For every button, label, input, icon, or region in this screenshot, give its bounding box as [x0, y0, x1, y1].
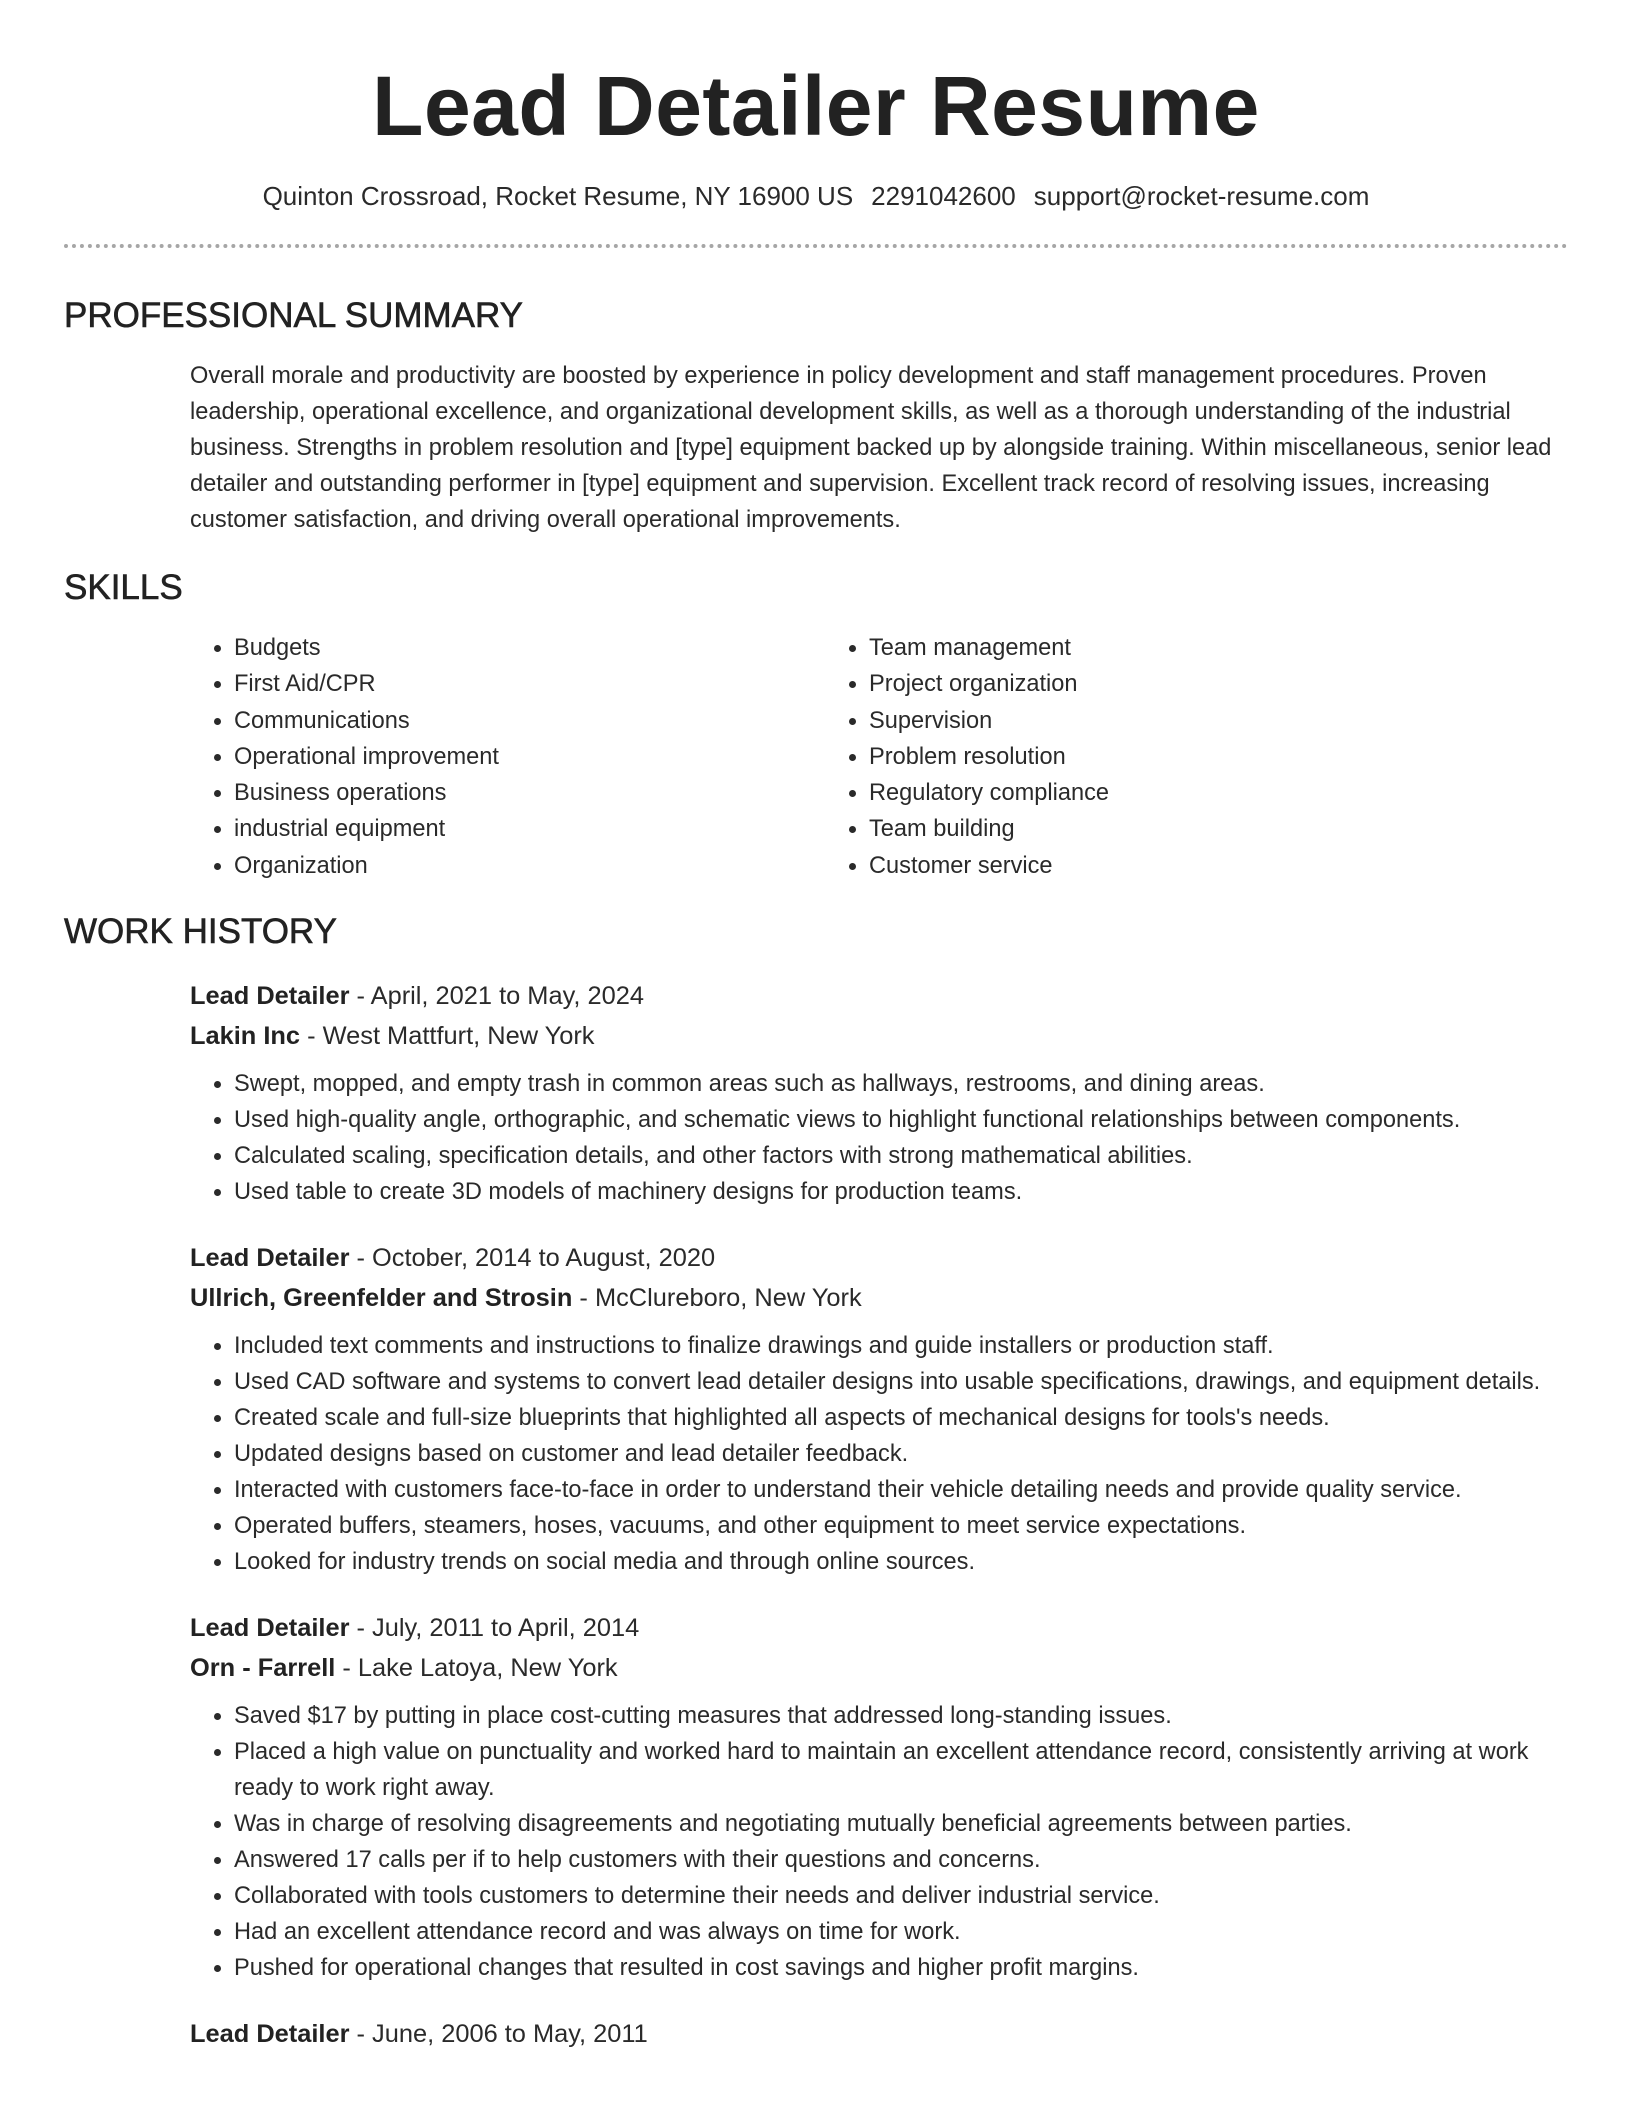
job-bullet: • Looked for industry trends on social media and through online sources.: [234, 1544, 1568, 1580]
job-company: Ullrich, Greenfelder and Strosin: [190, 1284, 573, 1313]
job-bullet: • Swept, mopped, and empty trash in common areas such as hallways, restrooms, and dining areas.: [234, 1066, 1568, 1102]
job-bullet: • Pushed for operational changes that resulted in cost savings and higher profit margins.: [234, 1950, 1568, 1986]
job-bullets: [190, 1698, 1568, 1986]
skill-item: • Customer service: [869, 848, 1109, 884]
job-dates: - June, 2006 to May, 2011: [349, 2020, 648, 2049]
job-bullet: • Calculated scaling, specification details, and other factors with strong mathematical abilities.: [234, 1138, 1568, 1174]
skill-item: • Project organization: [869, 666, 1109, 702]
job-location: - Lake Latoya, New York: [335, 1654, 618, 1683]
skill-item: • Team management: [869, 630, 1109, 666]
job-bullet: • Answered 17 calls per if to help customers with their questions and concerns.: [234, 1842, 1568, 1878]
skills-column-right: [825, 630, 1109, 884]
summary-text: Overall morale and productivity are boosted by experience in policy development and staff management procedures. Proven leadership, operational excellence, and organizational development skills, as well as a thorough understanding of the industrial business. Strengths in problem resolution and [type] equipment backed up by alongside training. Within miscellaneous, senior lead detailer and outstanding performer in [type] equipment and supervision. Excellent track record of resolving issues, increasing customer satisfaction, and driving overall operational improvements.: [190, 363, 1552, 533]
job-bullet: • Included text comments and instructions to finalize drawings and guide installers or production staff.: [234, 1328, 1568, 1364]
skill-item: • Budgets: [234, 630, 825, 666]
job-bullet: • Used high-quality angle, orthographic, and schematic views to highlight functional relationships between components.: [234, 1102, 1568, 1138]
job-bullet: • Created scale and full-size blueprints that highlighted all aspects of mechanical designs for tools's needs.: [234, 1400, 1568, 1436]
job-title-line: [190, 2014, 1568, 2054]
job-bullets: [190, 1066, 1568, 1210]
job-bullet: • Used table to create 3D models of machinery designs for production teams.: [234, 1174, 1568, 1210]
skill-item: • industrial equipment: [234, 811, 825, 847]
job-company-line: [190, 1278, 1568, 1318]
contact-phone: 2291042600: [871, 181, 1016, 211]
skill-item: • Problem resolution: [869, 739, 1109, 775]
job-bullet: • Was in charge of resolving disagreements and negotiating mutually beneficial agreements between parties.: [234, 1806, 1568, 1842]
job-entry: [190, 976, 1568, 1210]
skill-item: • Supervision: [869, 703, 1109, 739]
job-bullet: • Updated designs based on customer and lead detailer feedback.: [234, 1436, 1568, 1472]
job-bullet: • Operated buffers, steamers, hoses, vacuums, and other equipment to meet service expectations.: [234, 1508, 1568, 1544]
job-entry: [190, 1238, 1568, 1580]
skills-heading: SKILLS: [64, 568, 183, 607]
job-bullet: • Saved $17 by putting in place cost-cutting measures that addressed long-standing issues.: [234, 1698, 1568, 1734]
job-company-line: [190, 1648, 1568, 1688]
skills-grid: [190, 630, 1568, 884]
header-divider: [64, 244, 1568, 248]
resume-page: [64, 0, 1568, 2054]
job-bullet: • Placed a high value on punctuality and worked hard to maintain an excellent attendance record, consistently arriving at work ready to work right away.: [234, 1734, 1568, 1806]
job-bullet: • Collaborated with tools customers to determine their needs and deliver industrial service.: [234, 1878, 1568, 1914]
skills-column-left: [190, 630, 825, 884]
skill-item: • Organization: [234, 848, 825, 884]
job-title: Lead Detailer: [190, 982, 350, 1011]
work-history-heading: WORK HISTORY: [64, 912, 337, 952]
contact-email: support@rocket-resume.com: [1033, 181, 1370, 211]
job-title-line: [190, 1238, 1568, 1278]
job-entry: [190, 2014, 1568, 2054]
contact-info: [64, 178, 1568, 214]
job-title: Lead Detailer: [190, 1244, 350, 1273]
job-dates: - April, 2021 to May, 2024: [349, 982, 644, 1011]
skill-item: • Communications: [234, 703, 825, 739]
job-bullet: • Had an excellent attendance record and was always on time for work.: [234, 1914, 1568, 1950]
skill-item: • First Aid/CPR: [234, 666, 825, 702]
job-location: - McClureboro, New York: [572, 1284, 862, 1313]
job-company-line: [190, 1016, 1568, 1056]
job-company: Lakin Inc: [190, 1022, 301, 1051]
job-bullet: • Interacted with customers face-to-face in order to understand their vehicle detailing needs and provide quality service.: [234, 1472, 1568, 1508]
contact-address: Quinton Crossroad, Rocket Resume, NY 16900 US: [262, 181, 854, 211]
job-title: Lead Detailer: [190, 2020, 350, 2049]
job-location: - West Mattfurt, New York: [300, 1022, 595, 1051]
job-title-line: [190, 1608, 1568, 1648]
job-title-line: [190, 976, 1568, 1016]
job-bullet: • Used CAD software and systems to convert lead detailer designs into usable specifications, drawings, and equipment details.: [234, 1364, 1568, 1400]
skill-item: • Team building: [869, 811, 1109, 847]
job-company: Orn - Farrell: [190, 1654, 336, 1683]
skill-item: • Regulatory compliance: [869, 775, 1109, 811]
job-dates: - October, 2014 to August, 2020: [349, 1244, 716, 1273]
job-entry: [190, 1608, 1568, 1986]
skill-item: • Operational improvement: [234, 739, 825, 775]
summary-heading: PROFESSIONAL SUMMARY: [64, 296, 523, 335]
resume-title: Lead Detailer Resume: [372, 59, 1260, 153]
job-dates: - July, 2011 to April, 2014: [349, 1614, 640, 1643]
job-bullets: [190, 1328, 1568, 1580]
job-title: Lead Detailer: [190, 1614, 350, 1643]
skill-item: • Business operations: [234, 775, 825, 811]
